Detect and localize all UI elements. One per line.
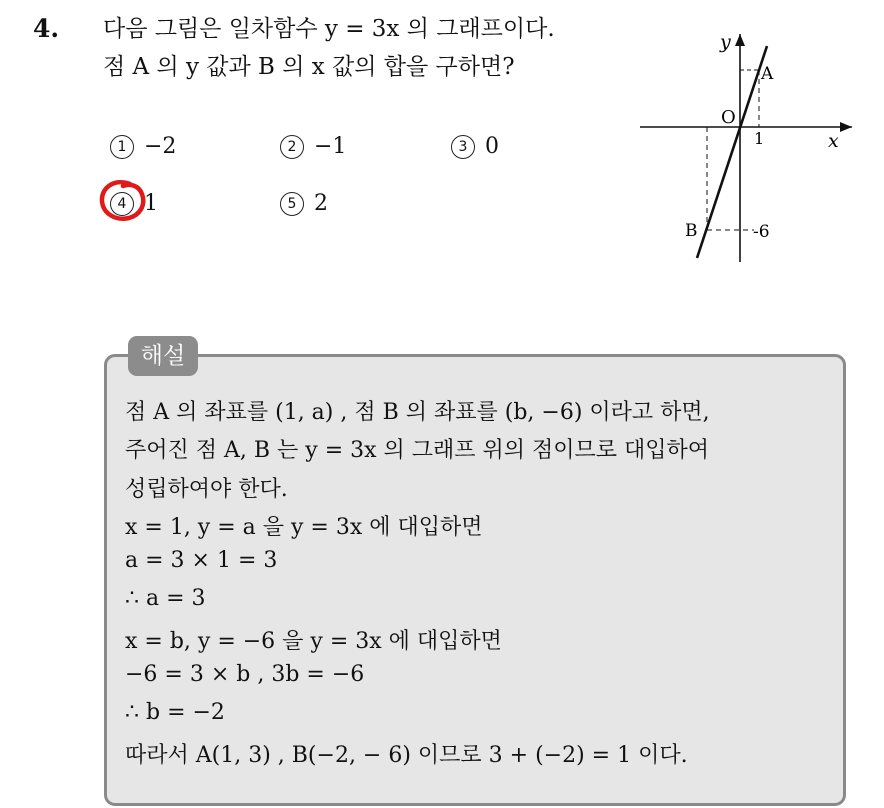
choice-2-marker: 2	[280, 135, 304, 159]
solution-line-2: 주어진 점 A, B 는 y = 3x 의 그래프 위의 점이므로 대입하여	[125, 438, 710, 463]
choice-2-text: −1	[314, 134, 347, 159]
choice-1-text: −2	[144, 134, 177, 159]
choice-1[interactable]	[110, 134, 176, 159]
choice-3[interactable]	[451, 134, 499, 159]
choice-5[interactable]	[280, 191, 328, 216]
choice-4-text: 1	[144, 191, 158, 216]
choice-5-text: 2	[314, 191, 328, 216]
y-axis-arrow-icon	[735, 34, 745, 46]
solution-tag: 해설	[128, 336, 198, 376]
choice-4-marker: 4	[110, 192, 134, 216]
point-a-label: A	[761, 64, 774, 84]
choice-1-marker: 1	[110, 135, 134, 159]
solution-line-7: x = b, y = −6 을 y = 3x 에 대입하면	[125, 629, 502, 654]
solution-line-4: x = 1, y = a 을 y = 3x 에 대입하면	[125, 515, 483, 540]
linear-function-graph	[630, 22, 860, 272]
choice-3-text: 0	[485, 134, 499, 159]
point-b-label: B	[685, 221, 698, 241]
x-axis-arrow-icon	[840, 122, 852, 132]
y-axis-label: y	[720, 31, 731, 53]
x-axis-label: x	[828, 130, 839, 152]
question-stem-line-2: 점 A 의 y 값과 B 의 x 값의 합을 구하면?	[103, 54, 515, 80]
solution-line-8: −6 = 3 × b , 3b = −6	[125, 662, 365, 687]
solution-line-1: 점 A 의 좌표를 (1, a) , 점 B 의 좌표를 (b, −6) 이라고 하면,	[125, 400, 710, 425]
x-tick-label: 1	[754, 129, 765, 148]
choice-3-marker: 3	[451, 135, 475, 159]
question-stem-line-1: 다음 그림은 일차함수 y = 3x 의 그래프이다.	[103, 16, 555, 42]
choice-2[interactable]	[280, 134, 346, 159]
solution-line-6: ∴ a = 3	[125, 586, 206, 611]
solution-line-9: ∴ b = −2	[125, 700, 225, 725]
y-tick-label: -6	[753, 222, 770, 242]
choice-5-marker: 5	[280, 192, 304, 216]
question-number: 4.	[33, 14, 60, 43]
answer-circle-mark	[96, 176, 154, 226]
solution-line-5: a = 3 × 1 = 3	[125, 548, 278, 573]
origin-label: O	[721, 107, 736, 128]
solution-line-10: 따라서 A(1, 3) , B(−2, − 6) 이므로 3 + (−2) = 1 이다.	[125, 743, 688, 768]
solution-line-3: 성립하여야 한다.	[125, 477, 288, 502]
